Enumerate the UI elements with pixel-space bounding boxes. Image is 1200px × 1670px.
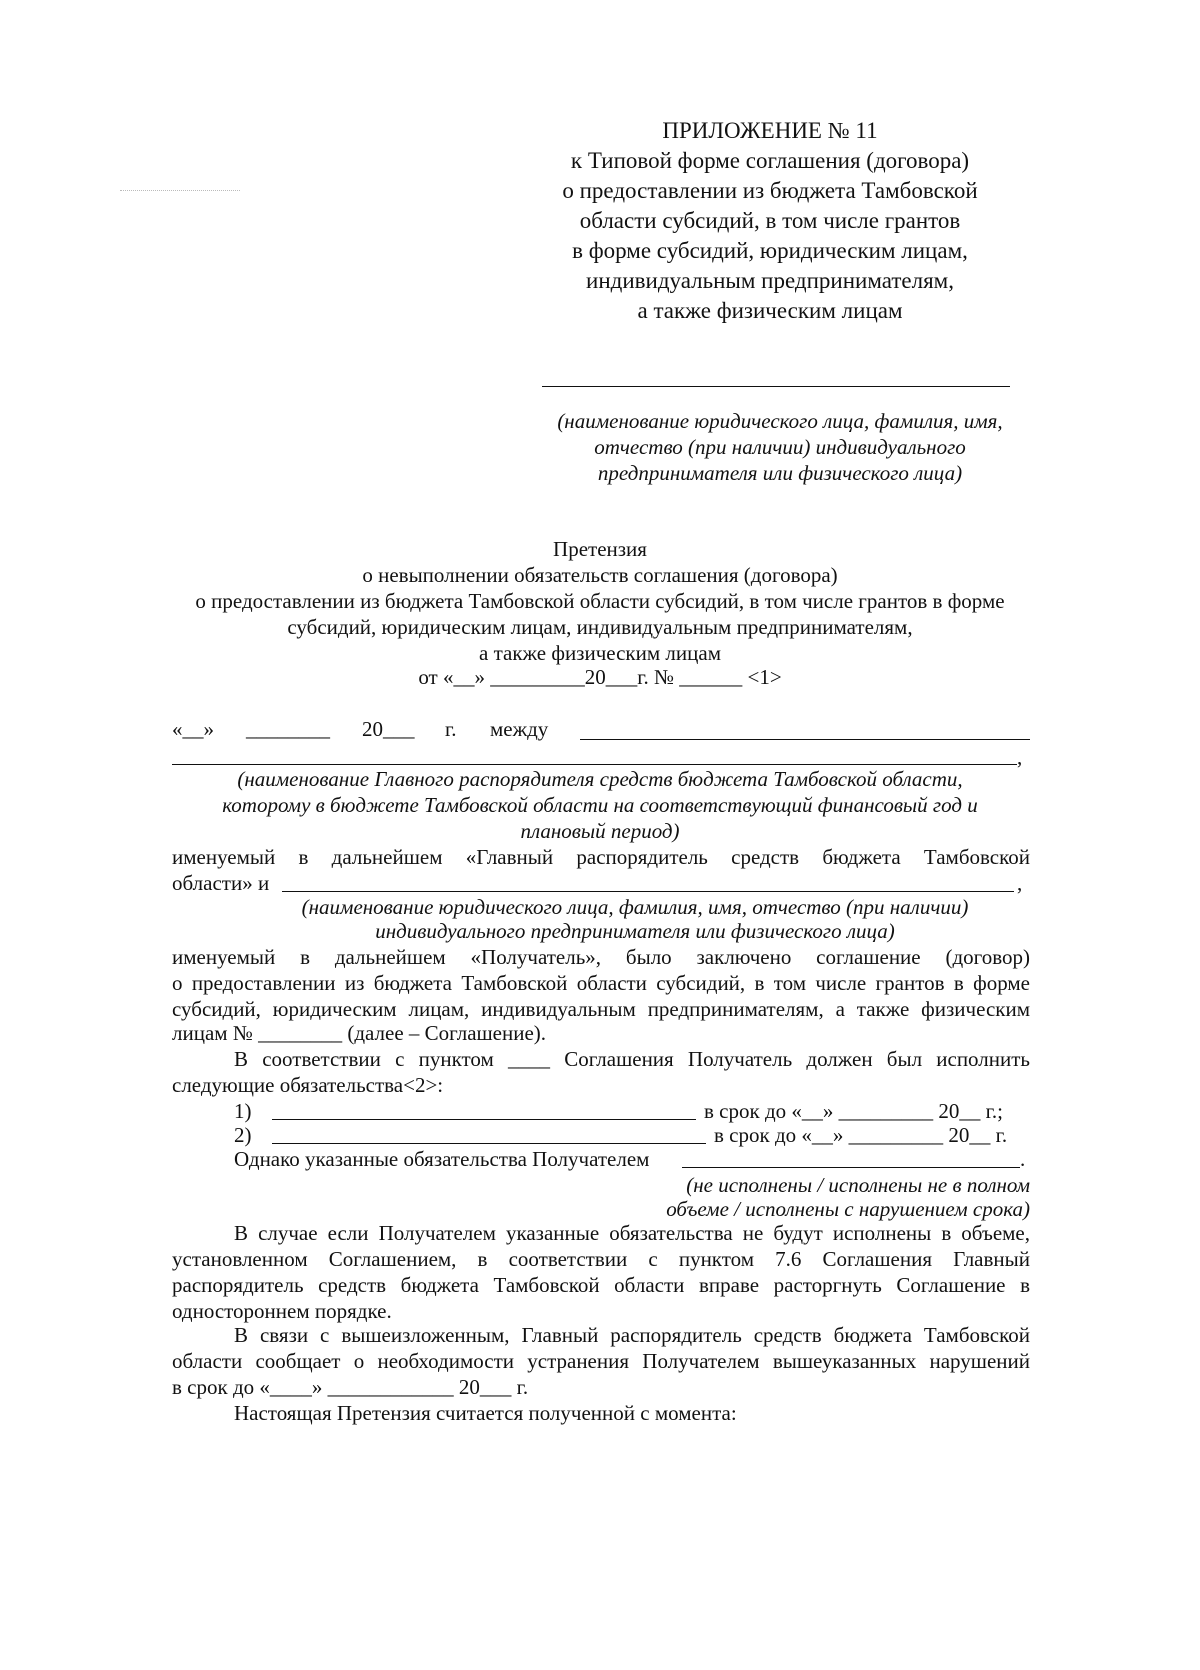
appendix-line: а также физическим лицам — [637, 298, 903, 323]
however-dot: . — [1020, 1147, 1026, 1171]
agreement-between: между — [490, 717, 549, 741]
termination-line: распорядитель средств бюджета Тамбовской области вправе расторгнуть Соглашение в — [172, 1273, 1030, 1297]
notice-line: в срок до «____» ____________ 20___ г. — [172, 1375, 529, 1399]
grantor-blank-1[interactable] — [580, 739, 1030, 740]
appendix-line: индивидуальным предпринимателям, — [586, 268, 954, 293]
agreement-body-line: субсидий, юридическим лицам, индивидуальным предпринимателям, а также физическим — [172, 997, 1030, 1021]
obligation-term: в срок до «__» _________ 20__ г. — [714, 1123, 1008, 1147]
agreement-g: г. — [445, 717, 457, 741]
obligation-term: в срок до «__» _________ 20__ г.; — [704, 1099, 1003, 1123]
addressee-blank[interactable] — [542, 386, 1010, 387]
claim-line: а также физическим лицам — [479, 641, 721, 665]
grantor-hint: (наименование Главного распорядителя средств бюджета Тамбовской области, — [237, 767, 963, 791]
agreement-last-line: лицам № ________ (далее – Соглашение). — [172, 1021, 547, 1045]
grantor-hint: которому в бюджете Тамбовской области на соответствующий финансовый год и — [222, 793, 978, 817]
appendix-title: ПРИЛОЖЕНИЕ № 11 — [662, 118, 878, 143]
addressee-hint: предпринимателя или физического лица) — [597, 461, 963, 485]
claim-date-line: от «__» _________20___г. № ______ <1> — [418, 665, 782, 689]
appendix-line: в форме субсидий, юридическим лицам, — [572, 238, 968, 263]
notice-line: В связи с вышеизложенным, Главный распорядитель средств бюджета Тамбовской — [234, 1323, 1030, 1347]
grantor-blank-2[interactable] — [172, 764, 1017, 765]
termination-line: В случае если Получателем указанные обязательства не будут исполнены в объеме, — [234, 1221, 1030, 1245]
notice-line: области сообщает о необходимости устранения Получателем вышеуказанных нарушений — [172, 1349, 1030, 1373]
however-blank[interactable] — [682, 1167, 1020, 1168]
grantor-hint: плановый период) — [520, 819, 680, 843]
claim-title: Претензия — [553, 537, 647, 561]
recipient-hint: индивидуального предпринимателя или физического лица) — [375, 919, 895, 943]
oblast-and: области» и — [172, 871, 270, 895]
agreement-day: «__» — [172, 717, 214, 741]
obligations-intro-2: следующие обязательства<2>: — [172, 1073, 444, 1097]
agreement-body-line: о предоставлении из бюджета Тамбовской области субсидий, в том числе грантов в форме — [172, 971, 1030, 995]
however-hint: объеме / исполнены с нарушением срока) — [666, 1197, 1030, 1221]
appendix-line: к Типовой форме соглашения (договора) — [570, 148, 970, 173]
appendix-line: о предоставлении из бюджета Тамбовской — [562, 178, 978, 203]
recipient-comma: , — [1017, 871, 1023, 895]
claim-line: субсидий, юридическим лицам, индивидуальным предпринимателям, — [287, 615, 913, 639]
named-grantor-line: именуемый в дальнейшем «Главный распорядитель средств бюджета Тамбовской — [172, 845, 1030, 869]
recipient-blank[interactable] — [282, 891, 1014, 892]
grantor-comma: , — [1017, 745, 1023, 769]
termination-line: установленном Соглашением, в соответствии с пунктом 7.6 Соглашения Главный — [172, 1247, 1030, 1271]
however-line: Однако указанные обязательства Получателем — [234, 1147, 650, 1171]
scan-speck — [120, 190, 240, 191]
agreement-body-line: именуемый в дальнейшем «Получатель», было заключено соглашение (договор) — [172, 945, 1030, 969]
obligation-1-blank[interactable] — [272, 1119, 696, 1120]
claim-line: о предоставлении из бюджета Тамбовской области субсидий, в том числе грантов в форме — [195, 589, 1005, 613]
obligations-intro: В соответствии с пунктом ____ Соглашения Получатель должен был исполнить — [234, 1047, 1030, 1071]
final-line: Настоящая Претензия считается полученной с момента: — [234, 1401, 737, 1425]
however-hint: (не исполнены / исполнены не в полном — [686, 1173, 1030, 1197]
obligation-num: 1) — [234, 1099, 252, 1123]
appendix-line: области субсидий, в том числе грантов — [579, 208, 961, 233]
recipient-hint: (наименование юридического лица, фамилия, имя, отчество (при наличии) — [301, 895, 969, 919]
addressee-hint: отчество (при наличии) индивидуального — [594, 435, 966, 459]
agreement-year: 20___ — [362, 717, 415, 741]
claim-line: о невыполнении обязательств соглашения (договора) — [362, 563, 838, 587]
agreement-month-blank: ________ — [246, 717, 330, 741]
termination-line: одностороннем порядке. — [172, 1299, 392, 1323]
obligation-2-blank[interactable] — [272, 1143, 706, 1144]
addressee-hint: (наименование юридического лица, фамилия, имя, — [557, 409, 1003, 433]
obligation-num: 2) — [234, 1123, 252, 1147]
